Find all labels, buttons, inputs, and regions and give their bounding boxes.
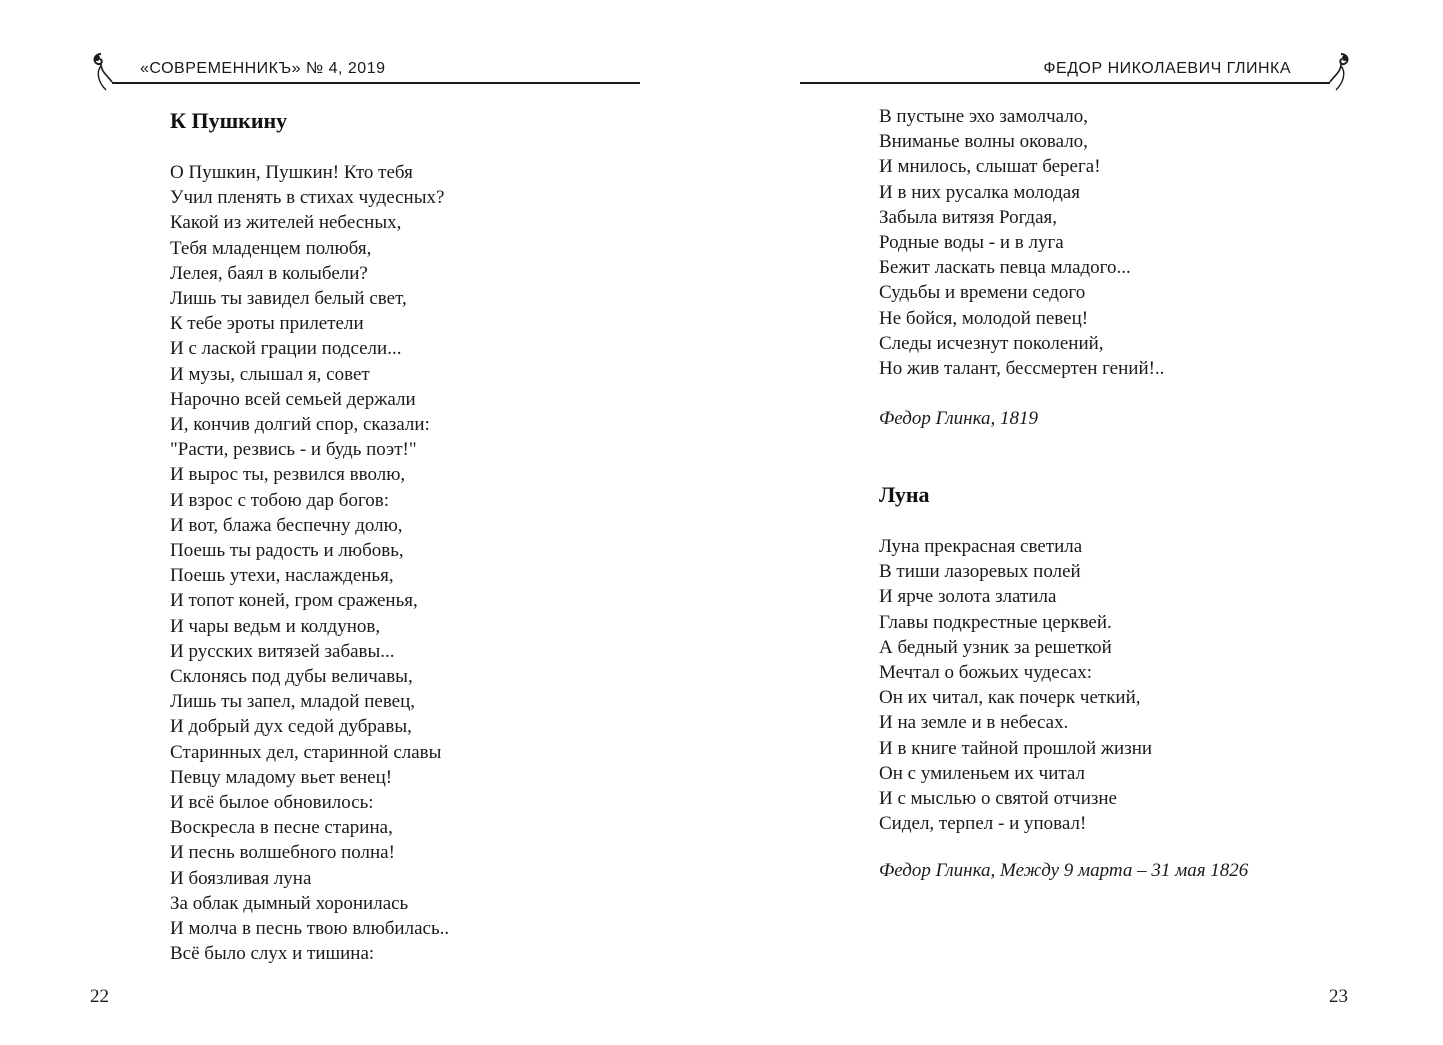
- poem-line: В тиши лазоревых полей: [879, 561, 1081, 583]
- poem-lines-luna: [879, 534, 1152, 836]
- poem-line: Он их читал, как почерк четкий,: [879, 687, 1141, 709]
- poem-line: И русских витязей забавы...: [170, 640, 395, 662]
- poem-line: И песнь волшебного полна!: [170, 842, 395, 864]
- poem-line: Тебя младенцем полюбя,: [170, 237, 372, 259]
- poem-line: За облак дымный хоронилась: [170, 892, 409, 914]
- poem-line: И вот, блажа беспечну долю,: [170, 514, 403, 536]
- poem-line: И добрый дух седой дубравы,: [170, 716, 412, 738]
- poem-line: Лелея, баял в колыбели?: [170, 262, 368, 284]
- poem-line: Какой из жителей небесных,: [170, 212, 402, 234]
- poem-line: Лишь ты завидел белый свет,: [170, 288, 407, 310]
- poem-line: Но жив талант, бессмертен гений!..: [879, 358, 1165, 380]
- page-number-left: 22: [90, 986, 109, 1007]
- poem-line: И чары ведьм и колдунов,: [170, 615, 381, 637]
- poem-line: Поешь ты радость и любовь,: [170, 540, 404, 562]
- poem-line: Лишь ты запел, младой певец,: [170, 691, 416, 713]
- poem-line: В пустыне эхо замолчало,: [879, 106, 1088, 127]
- poem-line: Следы исчезнут поколений,: [879, 332, 1104, 354]
- poem-line: "Расти, резвись - и будь поэт!": [170, 439, 417, 461]
- floral-ornament-icon: [88, 48, 114, 92]
- poem-lines-k-pushkinu: [170, 160, 449, 967]
- poem-line: И, кончив долгий спор, сказали:: [170, 414, 430, 436]
- signature-1819: Федор Глинка, 1819: [879, 408, 1039, 429]
- poem-line: И боязливая луна: [170, 867, 312, 889]
- poem-line: Главы подкрестные церквей.: [879, 611, 1112, 633]
- poem-line: Бежит ласкать певца младого...: [879, 257, 1131, 279]
- poem-line: Забыла витязя Рогдая,: [879, 206, 1058, 228]
- poem-line: И вырос ты, резвился вволю,: [170, 464, 406, 486]
- poem-line: Сидел, терпел - и уповал!: [879, 813, 1087, 835]
- poem-line: И всё былое обновилось:: [170, 792, 374, 814]
- page-number-right: 23: [1329, 986, 1348, 1007]
- left-page: [0, 0, 721, 1045]
- poem-line: Судьбы и времени седого: [879, 282, 1086, 304]
- floral-ornament-icon: [1328, 48, 1354, 92]
- poem-line: А бедный узник за решеткой: [879, 636, 1112, 658]
- poem-line: Родные воды - и в луга: [879, 232, 1064, 254]
- poem-line: Луна прекрасная светила: [879, 536, 1083, 557]
- poem-line: Старинных дел, старинной славы: [170, 741, 442, 763]
- poem-line: Учил пленять в стихах чудесных?: [170, 187, 445, 209]
- poem-line: Нарочно всей семьей держали: [170, 388, 416, 410]
- poem-line: И на земле и в небесах.: [879, 712, 1069, 734]
- poem-line: И молча в песнь твою влюбилась..: [170, 918, 450, 940]
- poem-line: Воскресла в песне старина,: [170, 817, 393, 839]
- poem-line: И в книге тайной прошлой жизни: [879, 737, 1153, 759]
- poem-lines-k-pushkinu-continued: [879, 104, 1164, 381]
- running-head-journal: «СОВРЕМЕННИКЪ» № 4, 2019: [140, 60, 386, 77]
- poem-line: И с лаской грации подсели...: [170, 338, 402, 360]
- poem-line: И музы, слышал я, совет: [170, 363, 370, 385]
- poem-line: Не бойся, молодой певец!: [879, 307, 1089, 329]
- poem-line: Всё было слух и тишина:: [170, 943, 375, 965]
- poem-line: К тебе эроты прилетели: [170, 313, 364, 335]
- poem-line: И ярче золота златила: [879, 586, 1057, 608]
- header-rule: [112, 82, 640, 84]
- poem-line: И мнилось, слышат берега!: [879, 156, 1101, 178]
- poem-line: И в них русалка молодая: [879, 181, 1080, 203]
- signature-1826: Федор Глинка, Между 9 марта – 31 мая 1826: [879, 860, 1249, 881]
- poem-line: И с мыслью о святой отчизне: [879, 788, 1117, 810]
- right-page: [722, 0, 1443, 1045]
- poem-line: Он с умиленьем их читал: [879, 762, 1085, 784]
- poem-line: Склонясь под дубы величавы,: [170, 666, 413, 688]
- poem-title-luna: Луна: [879, 482, 930, 507]
- poem-line: Певцу младому вьет венец!: [170, 766, 393, 788]
- running-head-author: ФЕДОР НИКОЛАЕВИЧ ГЛИНКА: [1043, 60, 1291, 77]
- poem-line: О Пушкин, Пушкин! Кто тебя: [170, 162, 413, 183]
- poem-line: Поешь утехи, наслажденья,: [170, 565, 394, 587]
- poem-line: Вниманье волны оковало,: [879, 131, 1088, 153]
- poem-line: И взрос с тобою дар богов:: [170, 489, 390, 511]
- header-rule: [800, 82, 1330, 84]
- poem-line: Мечтал о божьих чудесах:: [879, 662, 1092, 684]
- poem-title-k-pushkinu: К Пушкину: [170, 108, 288, 133]
- poem-line: И топот коней, гром сраженья,: [170, 590, 418, 612]
